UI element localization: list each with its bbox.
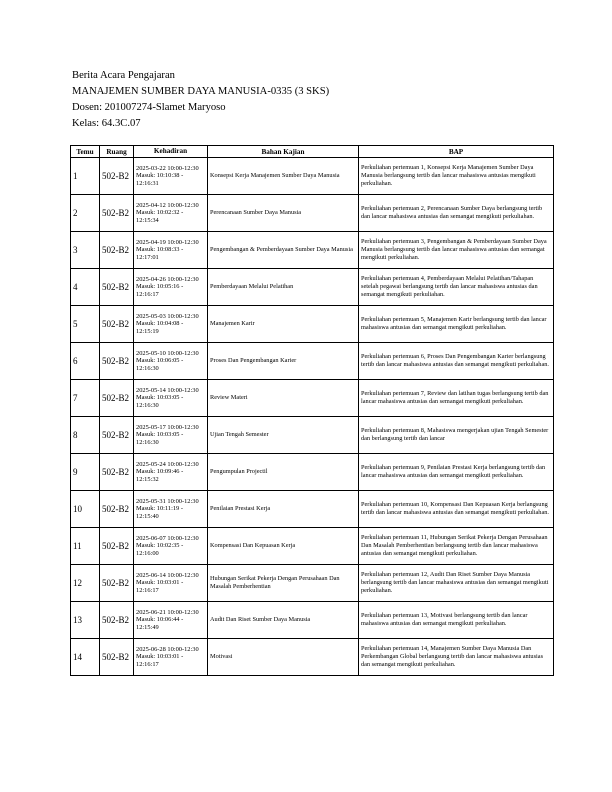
cell-bahan-kajian: Pengembangan & Pemberdayaan Sumber Daya Manusia	[208, 232, 359, 269]
cell-kehadiran	[134, 232, 208, 269]
cell-bap: Perkuliahan pertemuan 3, Pengembangan & Pemberdayaan Sumber Daya Manusia berlangsung tertib dan lancar mahasiswa antusias dan semangat mengikuti perkuliahan.	[359, 232, 554, 269]
checkin-time: Masuk: 10:03:01 - 12:16:17	[136, 579, 184, 594]
cell-kehadiran	[134, 343, 208, 380]
cell-temu: 11	[71, 528, 100, 565]
cell-bahan-kajian: Audit Dan Riset Sumber Daya Manusia	[208, 602, 359, 639]
cell-ruang: 502-B2	[100, 343, 134, 380]
cell-ruang: 502-B2	[100, 269, 134, 306]
cell-bap: Perkuliahan pertemuan 11, Hubungan Serikat Pekerja Dengan Perusahaan Dan Masalah Pemberhentian berlangsung tertib dan lancar mahasiswa antusias dan semangat mengikuti perkuliahan.	[359, 528, 554, 565]
table-row	[71, 491, 554, 528]
cell-bahan-kajian: Penilaian Prestasi Kerja	[208, 491, 359, 528]
cell-ruang: 502-B2	[100, 417, 134, 454]
cell-bap: Perkuliahan pertemuan 13, Motivasi berlangsung tertib dan lancar mahasiswa antusias dan semangat mengikuti perkuliahan.	[359, 602, 554, 639]
table-row	[71, 306, 554, 343]
cell-kehadiran	[134, 306, 208, 343]
schedule-time: 2025-04-12 10:00-12:30	[136, 201, 199, 209]
checkin-time: Masuk: 10:02:32 - 12:15:34	[136, 209, 184, 224]
schedule-time: 2025-05-24 10:00-12:30	[136, 460, 199, 468]
schedule-time: 2025-06-07 10:00-12:30	[136, 534, 199, 542]
cell-kehadiran	[134, 269, 208, 306]
table-header-row	[71, 146, 554, 158]
checkin-time: Masuk: 10:08:33 - 12:17:01	[136, 246, 184, 261]
cell-bap: Perkuliahan pertemuan 14, Manajemen Sumber Daya Manusia Dan Perkembangan Global berlangsung tertib dan lancar mahasiswa antusias dan semangat mengikuti perkuliahan.	[359, 639, 554, 676]
schedule-time: 2025-05-14 10:00-12:30	[136, 386, 199, 394]
cell-temu: 9	[71, 454, 100, 491]
table-row	[71, 639, 554, 676]
cell-ruang: 502-B2	[100, 602, 134, 639]
checkin-time: Masuk: 10:11:19 - 12:15:40	[136, 505, 183, 520]
table-row	[71, 417, 554, 454]
cell-bap: Perkuliahan pertemuan 5, Manajemen Karir berlangsung tertib dan lancar mahasiswa antusias dan semangat mengikuti perkuliahan.	[359, 306, 554, 343]
cell-ruang: 502-B2	[100, 528, 134, 565]
header-kehadiran: Kehadiran	[134, 146, 208, 158]
checkin-time: Masuk: 10:03:05 - 12:16:30	[136, 394, 184, 409]
course-name: MANAJEMEN SUMBER DAYA MANUSIA-0335 (3 SKS)	[72, 86, 330, 97]
cell-bap: Perkuliahan pertemuan 6, Proses Dan Pengembangan Karier berlangsung tertib dan lancar mahasiswa antusias dan semangat mengikuti perkuliahan.	[359, 343, 554, 380]
cell-bap: Perkuliahan pertemuan 8, Mahasiswa mengerjakan ujian Tengah Semester dan berlangsung tertib dan lancar	[359, 417, 554, 454]
header-bap: BAP	[359, 146, 554, 158]
cell-bahan-kajian: Review Materi	[208, 380, 359, 417]
cell-ruang: 502-B2	[100, 195, 134, 232]
lecturer-name: Dosen: 201007274-Slamet Maryoso	[72, 102, 226, 113]
checkin-time: Masuk: 10:02:35 - 12:16:00	[136, 542, 184, 557]
cell-bap: Perkuliahan pertemuan 10, Kompensasi Dan Kepuasan Kerja berlangsung tertib dan lancar mahasiswa antusias dan semangat mengikuti perkuliahan.	[359, 491, 554, 528]
schedule-time: 2025-05-31 10:00-12:30	[136, 497, 199, 505]
document-title: Berita Acara Pengajaran	[72, 70, 175, 81]
cell-ruang: 502-B2	[100, 158, 134, 195]
cell-ruang: 502-B2	[100, 306, 134, 343]
cell-bap: Perkuliahan pertemuan 4, Pemberdayaan Melalui Pelatihan/Tahapan setelah pegawai berlangsung tertib dan lancar mahasiswa antusias dan semangat mengikuti perkuliahan.	[359, 269, 554, 306]
schedule-time: 2025-05-10 10:00-12:30	[136, 349, 199, 357]
cell-ruang: 502-B2	[100, 232, 134, 269]
cell-bahan-kajian: Kompensasi Dan Kepuasan Kerja	[208, 528, 359, 565]
cell-temu: 6	[71, 343, 100, 380]
class-name: Kelas: 64.3C.07	[72, 118, 141, 129]
checkin-time: Masuk: 10:04:08 - 12:15:19	[136, 320, 184, 335]
table-row	[71, 454, 554, 491]
checkin-time: Masuk: 10:06:05 - 12:16:30	[136, 357, 184, 372]
cell-bap: Perkuliahan pertemuan 7, Review dan latihan tugas berlangsung tertib dan lancar mahasiswa antusias dan semangat mengikuti perkuliahan.	[359, 380, 554, 417]
header-temu: Temu	[71, 146, 100, 158]
checkin-time: Masuk: 10:03:01 - 12:16:17	[136, 653, 184, 668]
checkin-time: Masuk: 10:05:16 - 12:16:17	[136, 283, 184, 298]
header-bahan-kajian: Bahan Kajian	[208, 146, 359, 158]
schedule-time: 2025-04-26 10:00-12:30	[136, 275, 199, 283]
cell-bap: Perkuliahan pertemuan 12, Audit Dan Riset Sumber Daya Manusia berlangsung tertib dan lancar mahasiswa antusias dan semangat mengikuti perkuliahan.	[359, 565, 554, 602]
table-row	[71, 380, 554, 417]
table-row	[71, 232, 554, 269]
cell-kehadiran	[134, 158, 208, 195]
cell-bahan-kajian: Pengumpulan Projectil	[208, 454, 359, 491]
cell-bahan-kajian: Konsepsi Kerja Manajemen Sumber Daya Manusia	[208, 158, 359, 195]
cell-kehadiran	[134, 528, 208, 565]
cell-bap: Perkuliahan pertemuan 2, Perencanaan Sumber Daya berlangsung tertib dan lancar mahasiswa antusias dan semangat mengikuti perkuliahan.	[359, 195, 554, 232]
cell-temu: 3	[71, 232, 100, 269]
cell-bahan-kajian: Hubungan Serikat Pekerja Dengan Perusahaan Dan Masalah Pemberhentian	[208, 565, 359, 602]
cell-kehadiran	[134, 454, 208, 491]
cell-bahan-kajian: Proses Dan Pengembangan Karier	[208, 343, 359, 380]
checkin-time: Masuk: 10:09:46 - 12:15:32	[136, 468, 184, 483]
cell-kehadiran	[134, 565, 208, 602]
cell-ruang: 502-B2	[100, 565, 134, 602]
table-row	[71, 158, 554, 195]
cell-temu: 7	[71, 380, 100, 417]
schedule-time: 2025-06-28 10:00-12:30	[136, 645, 199, 653]
cell-temu: 12	[71, 565, 100, 602]
cell-ruang: 502-B2	[100, 380, 134, 417]
cell-bahan-kajian: Manajemen Karir	[208, 306, 359, 343]
cell-temu: 13	[71, 602, 100, 639]
cell-kehadiran	[134, 602, 208, 639]
cell-bahan-kajian: Motivasi	[208, 639, 359, 676]
table-row	[71, 195, 554, 232]
cell-temu: 14	[71, 639, 100, 676]
cell-bahan-kajian: Perencanaan Sumber Daya Manusia	[208, 195, 359, 232]
cell-ruang: 502-B2	[100, 639, 134, 676]
cell-ruang: 502-B2	[100, 491, 134, 528]
table-row	[71, 602, 554, 639]
schedule-time: 2025-05-03 10:00-12:30	[136, 312, 199, 320]
schedule-time: 2025-03-22 10:00-12:30	[136, 164, 199, 172]
cell-temu: 8	[71, 417, 100, 454]
table-row	[71, 565, 554, 602]
cell-bap: Perkuliahan pertemuan 1, Konsepsi Kerja Manajemen Sumber Daya Manusia berlangsung tertib dan lancar mahasiswa antusias mengikuti perkuliahan.	[359, 158, 554, 195]
table-row	[71, 343, 554, 380]
cell-temu: 5	[71, 306, 100, 343]
cell-temu: 4	[71, 269, 100, 306]
cell-ruang: 502-B2	[100, 454, 134, 491]
cell-kehadiran	[134, 417, 208, 454]
cell-temu: 2	[71, 195, 100, 232]
document-header	[72, 68, 329, 132]
table-row	[71, 528, 554, 565]
checkin-time: Masuk: 10:06:44 - 12:15:49	[136, 616, 184, 631]
cell-bahan-kajian: Pemberdayaan Melalui Pelatihan	[208, 269, 359, 306]
cell-kehadiran	[134, 380, 208, 417]
checkin-time: Masuk: 10:10:38 - 12:16:31	[136, 172, 184, 187]
schedule-time: 2025-06-14 10:00-12:30	[136, 571, 199, 579]
schedule-time: 2025-05-17 10:00-12:30	[136, 423, 199, 431]
schedule-time: 2025-04-19 10:00-12:30	[136, 238, 199, 246]
cell-temu: 1	[71, 158, 100, 195]
checkin-time: Masuk: 10:03:05 - 12:16:30	[136, 431, 184, 446]
schedule-time: 2025-06-21 10:00-12:30	[136, 608, 199, 616]
header-ruang: Ruang	[100, 146, 134, 158]
cell-bahan-kajian: Ujian Tengah Semester	[208, 417, 359, 454]
cell-kehadiran	[134, 639, 208, 676]
attendance-table	[70, 145, 554, 676]
table-row	[71, 269, 554, 306]
cell-kehadiran	[134, 195, 208, 232]
cell-kehadiran	[134, 491, 208, 528]
cell-bap: Perkuliahan pertemuan 9, Penilaian Prestasi Kerja berlangsung tertib dan lancar mahasiswa antusias dan semangat mengikuti perkuliahan.	[359, 454, 554, 491]
cell-temu: 10	[71, 491, 100, 528]
